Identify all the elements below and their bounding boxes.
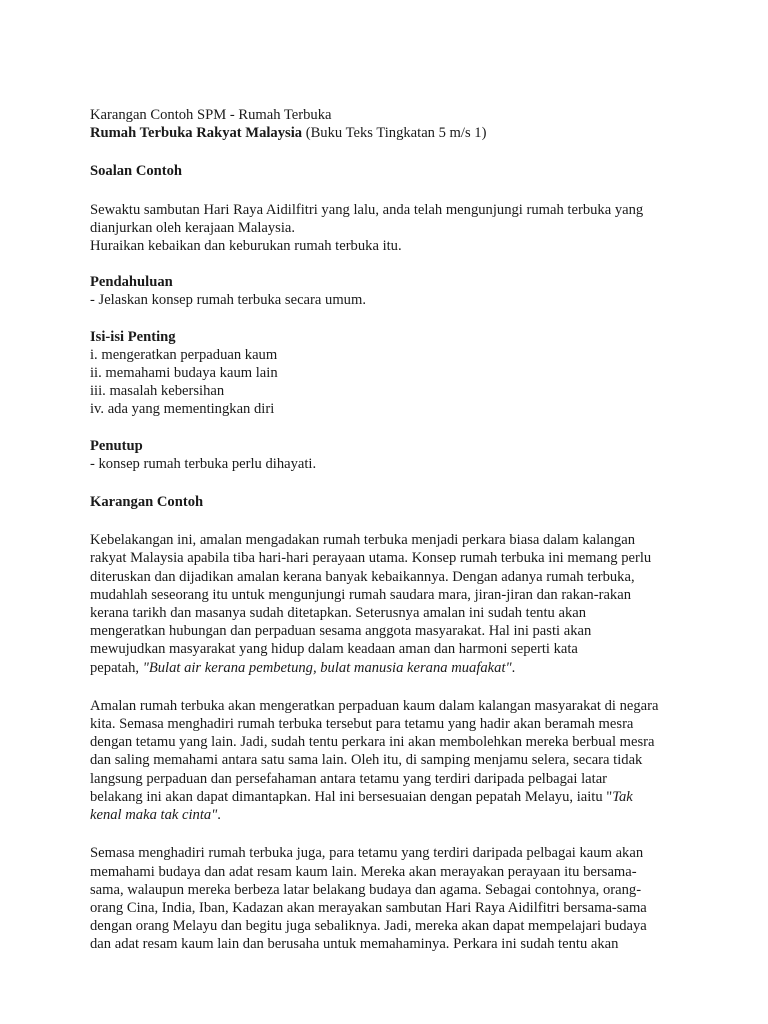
soalan-line: dianjurkan oleh kerajaan Malaysia. [90, 219, 296, 236]
paragraph-line [90, 788, 690, 806]
proverb-quote: kenal maka tak cinta" [90, 807, 218, 824]
paragraph-line: dengan tetamu yang lain. Jadi, sudah tentu perkara ini akan membolehkan mereka berbual mesra [90, 734, 655, 751]
doc-title [90, 124, 690, 142]
doc-title-bold: Rumah Terbuka Rakyat Malaysia [90, 125, 303, 142]
line-text: . [511, 659, 516, 676]
proverb-quote: Tak [612, 788, 633, 805]
paragraph-line: rakyat Malaysia apabila tiba hari-hari perayaan utama. Konsep rumah terbuka ini memang perlu [90, 550, 652, 567]
section-heading-karangan: Karangan Contoh [90, 494, 204, 511]
line-text: belakang ini akan dapat dimantapkan. Hal ini bersesuaian dengan pepatah Melayu, iaitu " [90, 788, 613, 805]
soalan-line: Huraikan kebaikan dan keburukan rumah terbuka itu. [90, 238, 402, 255]
paragraph-line: dan saling memahami antara satu sama lain. Oleh itu, di samping menjamu selera, secara tidak [90, 752, 643, 769]
paragraph-line: mewujudkan masyarakat yang hidup dalam keadaan aman dan harmoni seperti kata [90, 641, 578, 658]
soalan-line: Sewaktu sambutan Hari Raya Aidilfitri yang lalu, anda telah mengunjungi rumah terbuka yang [90, 201, 644, 218]
paragraph-line: orang Cina, India, Iban, Kadazan akan merayakan sambutan Hari Raya Aidilfitri bersama-sama [90, 899, 647, 916]
paragraph-line: mudahlah seseorang itu untuk mengunjungi rumah saudara mara, jiran-jiran dan rakan-rakan [90, 586, 631, 603]
paragraph-line: Kebelakangan ini, amalan mengadakan rumah terbuka menjadi perkara biasa dalam kalangan [90, 532, 635, 549]
paragraph-line [90, 659, 690, 677]
paragraph-line: memahami budaya dan adat resam kaum lain. Mereka akan merayakan perayaan itu bersama- [90, 863, 637, 880]
pendahuluan-line: - Jelaskan konsep rumah terbuka secara umum. [90, 292, 366, 309]
paragraph-line: kita. Semasa menghadiri rumah terbuka tersebut para tetamu yang hadir akan beramah mesra [90, 716, 634, 733]
paragraph-line: langsung perpaduan dan persefahaman antara tetamu yang terdiri daripada pelbagai latar [90, 770, 608, 787]
document-page [90, 106, 690, 954]
section-heading-soalan: Soalan Contoh [90, 163, 183, 180]
paragraph-line: Semasa menghadiri rumah terbuka juga, para tetamu yang terdiri daripada pelbagai kaum akan [90, 845, 644, 862]
paragraph-line: diteruskan dan dijadikan amalan kerana banyak kebaikannya. Dengan adanya rumah terbuka, [90, 568, 635, 585]
paragraph-line: kerana tarikh dan masanya sudah ditetapkan. Seterusnya amalan ini sudah tentu akan [90, 605, 587, 622]
paragraph-line: sama, walaupun mereka berbeza latar belakang budaya dan agama. Sebagai contohnya, orang- [90, 881, 642, 898]
section-heading-isi: Isi-isi Penting [90, 328, 176, 345]
penutup-line: - konsep rumah terbuka perlu dihayati. [90, 455, 317, 472]
section-heading-pendahuluan: Pendahuluan [90, 274, 173, 291]
paragraph-line: dan adat resam kaum lain dan berusaha untuk memahaminya. Perkara ini sudah tentu akan [90, 936, 619, 953]
paragraph-line: Amalan rumah terbuka akan mengeratkan perpaduan kaum dalam kalangan masyarakat di negara [90, 697, 659, 714]
isi-item: i. mengeratkan perpaduan kaum [90, 346, 278, 363]
isi-item: iii. masalah kebersihan [90, 383, 225, 400]
section-heading-penutup: Penutup [90, 437, 143, 454]
paragraph-2 [90, 697, 690, 824]
line-text: . [217, 807, 221, 824]
isi-item: iv. ada yang mementingkan diri [90, 401, 275, 418]
proverb-quote: "Bulat air kerana pembetung, bulat manusia kerana muafakat" [142, 659, 512, 676]
paragraph-1 [90, 531, 690, 677]
paragraph-line [90, 806, 690, 824]
doc-subtitle: Karangan Contoh SPM - Rumah Terbuka [90, 107, 332, 123]
doc-title-rest: (Buku Teks Tingkatan 5 m/s 1) [302, 125, 487, 142]
line-text: pepatah, [90, 659, 143, 676]
isi-item: ii. memahami budaya kaum lain [90, 365, 278, 382]
paragraph-line: dengan orang Melayu dan begitu juga sebaliknya. Jadi, mereka akan dapat mempelajari budaya [90, 918, 647, 935]
paragraph-line: mengeratkan hubungan dan perpaduan sesama anggota masyarakat. Hal ini pasti akan [90, 623, 592, 640]
paragraph-3 [90, 844, 690, 953]
